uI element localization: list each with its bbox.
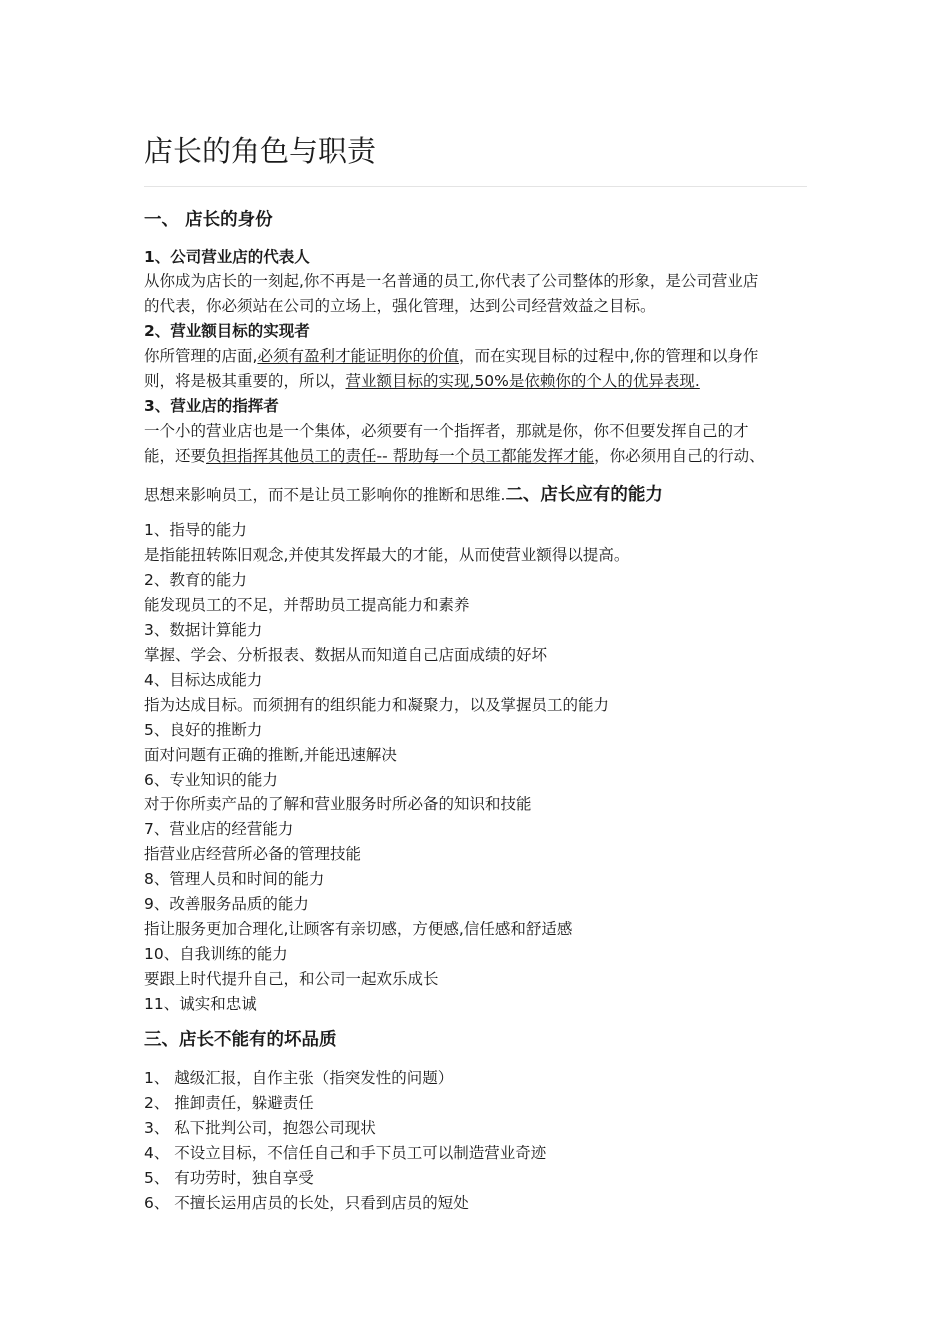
ability-line-20: 11、诚实和忠诚 <box>144 995 257 1014</box>
ability-line-4: 能发现员工的不足，并帮助员工提高能力和素养 <box>144 595 470 614</box>
item-2-underlined-text-1: 必须有盈利才能证明你的价值 <box>257 347 459 365</box>
ability-line-1: 1、指导的能力 <box>144 521 247 539</box>
ability-line-5: 3、数据计算能力 <box>144 620 263 639</box>
section-2-heading: 二、店长应有的能力 <box>505 485 663 505</box>
item-2-underlined-text-2: 营业额目标的实现,50%是依赖你的个人的优异表现. <box>345 372 700 390</box>
item-3-text-line-2 <box>144 444 765 469</box>
item-3-text-a: 能，还要 <box>144 447 207 465</box>
item-3-text-line-3 <box>144 481 663 509</box>
item-3-heading: 3、营业店的指挥者 <box>144 397 279 415</box>
ability-line-8: 指为达成目标。而须拥有的组织能力和凝聚力，以及掌握员工的能力 <box>144 695 610 714</box>
item-2-heading: 2、营业额目标的实现者 <box>144 322 310 340</box>
ability-line-14: 指营业店经营所必备的管理技能 <box>144 845 362 864</box>
bad-quality-line-1: 1、 越级汇报，自作主张（指突发性的问题） <box>144 1069 454 1087</box>
ability-line-11: 6、专业知识的能力 <box>144 770 278 789</box>
item-1-text-line-2: 的代表，你必须站在公司的立场上，强化管理，达到公司经营效益之目标。 <box>144 297 656 315</box>
ability-line-13: 7、营业店的经营能力 <box>144 820 294 839</box>
section-1-heading: 一、 店长的身份 <box>144 210 273 230</box>
bad-quality-line-3: 3、 私下批判公司，抱怨公司现状 <box>144 1118 376 1137</box>
item-2-text-b: ，而在实现目标的过程中,你的管理和以身作 <box>458 347 759 365</box>
ability-line-9: 5、良好的推断力 <box>144 720 263 739</box>
ability-line-6: 掌握、学会、分析报表、数据从而知道自己店面成绩的好坏 <box>144 645 548 664</box>
ability-line-2: 是指能扭转陈旧观念,并使其发挥最大的才能，从而使营业额得以提高。 <box>144 545 630 564</box>
ability-line-19: 要跟上时代提升自己，和公司一起欢乐成长 <box>144 970 439 989</box>
page-title: 店长的角色与职责 <box>144 134 377 168</box>
ability-line-18: 10、自我训练的能力 <box>144 945 288 964</box>
ability-line-16: 9、改善服务品质的能力 <box>144 895 309 914</box>
ability-line-17: 指让服务更加合理化,让顾客有亲切感，方便感,信任感和舒适感 <box>144 920 573 939</box>
title-divider <box>144 186 807 187</box>
bad-quality-line-4: 4、 不设立目标，不信任自己和手下员工可以制造营业奇迹 <box>144 1143 547 1162</box>
ability-line-12: 对于你所卖产品的了解和营业服务时所必备的知识和技能 <box>144 795 532 814</box>
item-2-text-line-1 <box>144 344 758 369</box>
item-2-text-c: 则，将是极其重要的，所以， <box>144 372 346 390</box>
ability-line-10: 面对问题有正确的推断,并能迅速解决 <box>144 745 397 764</box>
item-2-text-line-2 <box>144 369 700 394</box>
item-1-heading: 1、公司营业店的代表人 <box>144 248 310 266</box>
bad-quality-line-6: 6、 不擅长运用店员的长处，只看到店员的短处 <box>144 1193 469 1212</box>
item-3-text-c: 思想来影响员工，而不是让员工影响你的推断和思维. <box>144 486 506 504</box>
item-3-underlined-text: 负担指挥其他员工的责任-- 帮助每一个员工都能发挥才能 <box>206 447 595 465</box>
item-3-text-line-1: 一个小的营业店也是一个集体，必须要有一个指挥者，那就是你，你不但要发挥自己的才 <box>144 422 749 440</box>
item-2-text-a: 你所管理的店面, <box>144 347 258 365</box>
ability-line-7: 4、目标达成能力 <box>144 670 263 689</box>
section-3-heading: 三、店长不能有的坏品质 <box>144 1030 337 1050</box>
ability-line-15: 8、管理人员和时间的能力 <box>144 870 325 889</box>
ability-line-3: 2、教育的能力 <box>144 570 247 589</box>
item-3-text-b: ，你必须用自己的行动、 <box>594 447 765 465</box>
item-1-text-line-1: 从你成为店长的一刻起,你不再是一名普通的员工,你代表了公司整体的形象，是公司营业店 <box>144 272 759 290</box>
bad-quality-line-5: 5、 有功劳时，独自享受 <box>144 1168 314 1187</box>
bad-quality-line-2: 2、 推卸责任，躲避责任 <box>144 1093 314 1112</box>
